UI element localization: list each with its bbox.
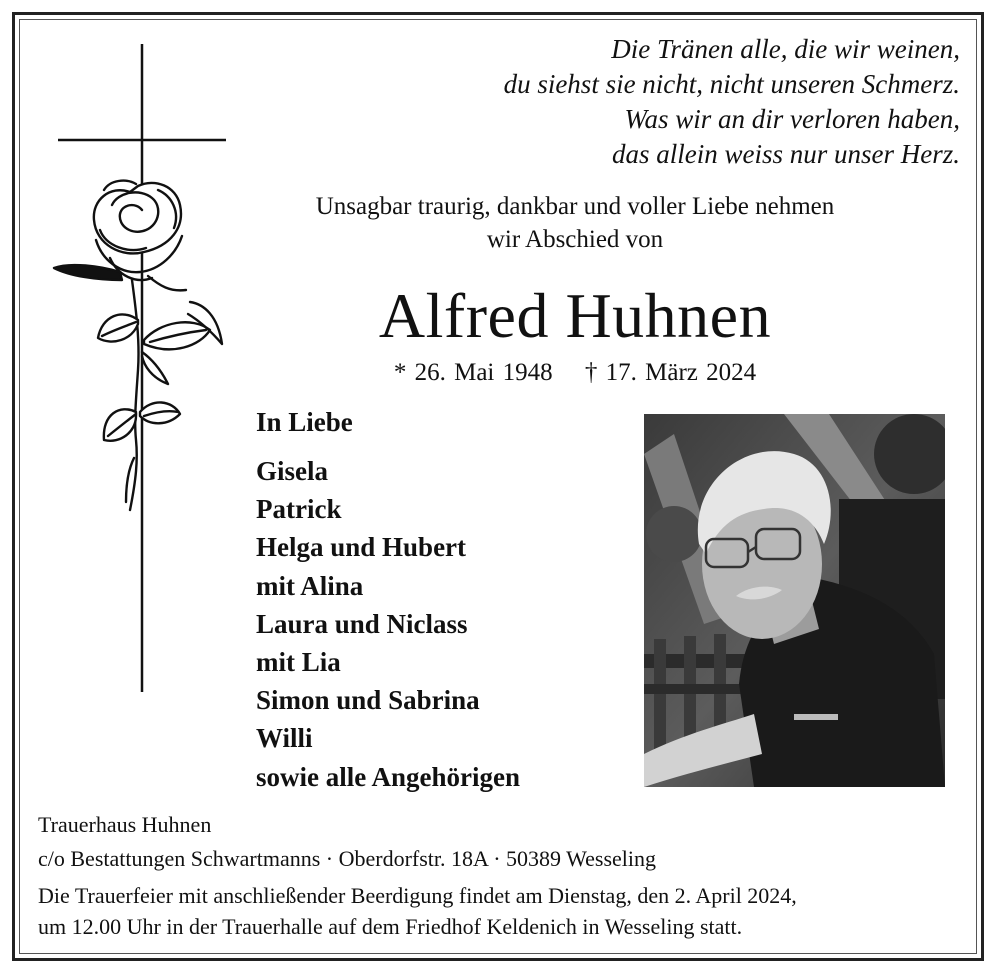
mourner-name: mit Lia <box>256 647 341 678</box>
portrait-photo <box>644 414 945 787</box>
mourner-name: Willi <box>256 723 313 754</box>
mourner-name: Helga und Hubert <box>256 532 467 563</box>
intro-text <box>240 190 910 256</box>
service-line: Die Trauerfeier mit anschließender Beerdigung findet am Dienstag, den 2. April 2024, <box>38 883 797 908</box>
mourners-heading: In Liebe <box>256 407 353 437</box>
intro-line: Unsagbar traurig, dankbar und voller Liebe nehmen <box>315 193 835 220</box>
mourner-name: Laura und Niclass <box>256 608 468 639</box>
cross-icon <box>58 44 226 692</box>
poem-line: du siehst sie nicht, nicht unseren Schmerz. <box>503 69 960 99</box>
address-line: Trauerhaus Huhnen <box>38 812 212 837</box>
death-date: † 17. März 2024 <box>584 359 757 386</box>
deceased-name: Alfred Huhnen <box>378 280 772 351</box>
service-line: um 12.00 Uhr in der Trauerhalle auf dem Friedhof Keldenich in Wesseling statt. <box>38 914 743 939</box>
mourners-list <box>256 452 520 796</box>
address-block <box>38 808 656 876</box>
poem <box>504 32 960 172</box>
address-line: c/o Bestattungen Schwartmanns · Oberdorfstr. 18A · 50389 Wesseling <box>38 846 656 871</box>
poem-line: Die Tränen alle, die wir weinen, <box>611 34 960 64</box>
mourner-name: Patrick <box>256 494 342 525</box>
mourner-name: mit Alina <box>256 570 364 601</box>
poem-line: Was wir an dir verloren haben, <box>624 104 960 134</box>
poem-line: das allein weiss nur unser Herz. <box>611 139 960 169</box>
life-dates <box>240 357 910 389</box>
mourner-name: sowie alle Angehörigen <box>256 761 520 792</box>
rose-icon <box>54 181 222 510</box>
mourner-name: Simon und Sabrina <box>256 685 480 716</box>
cross-with-rose <box>40 40 240 700</box>
mourner-name: Gisela <box>256 456 328 486</box>
intro-line: wir Abschied von <box>486 226 664 253</box>
birth-date: * 26. Mai 1948 <box>393 359 553 386</box>
funeral-service-notice <box>38 880 797 942</box>
